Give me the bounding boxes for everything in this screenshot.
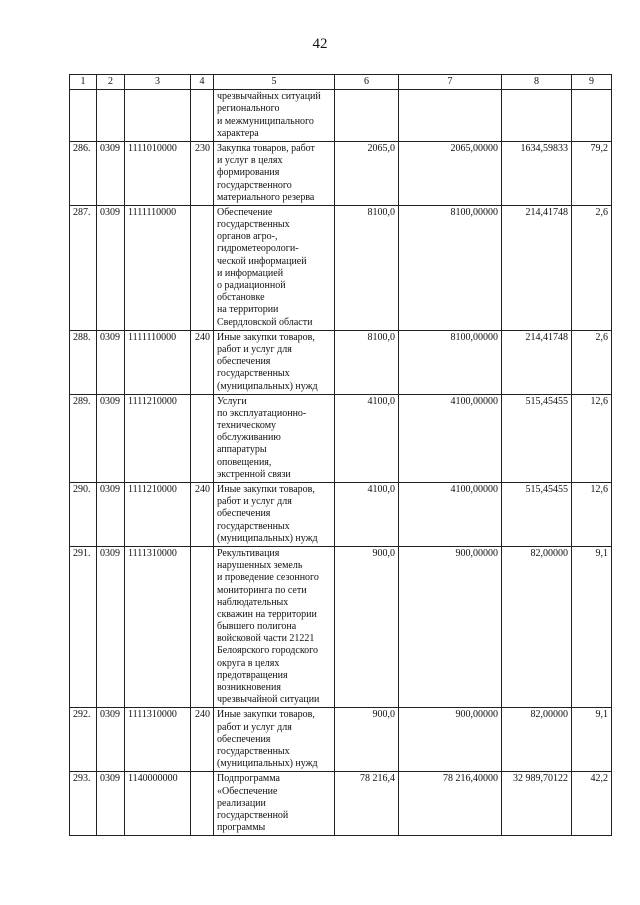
column-header-4: 4 xyxy=(191,75,214,90)
planned-amount: 8100,00000 xyxy=(399,330,502,394)
item-name-line: оповещения, xyxy=(217,456,272,468)
approved-amount xyxy=(335,90,399,142)
planned-amount: 8100,00000 xyxy=(399,205,502,330)
page-number: 42 xyxy=(312,36,328,52)
item-name-line: нарушенных земель xyxy=(217,560,303,572)
executed-amount: 515,45455 xyxy=(502,394,572,482)
item-name-line: работ и услуг для xyxy=(217,721,292,733)
item-name-line: обстановке xyxy=(217,292,265,304)
target-code: 1111110000 xyxy=(125,330,191,394)
executed-amount: 214,41748 xyxy=(502,330,572,394)
column-header-3: 3 xyxy=(125,75,191,90)
item-name-line: Закупка товаров, работ xyxy=(217,142,315,154)
section-code xyxy=(97,90,125,142)
table-row xyxy=(70,205,612,330)
expense-type: 240 xyxy=(191,330,214,394)
section-code: 0309 xyxy=(97,546,125,707)
item-name-line: и межмуниципального xyxy=(217,115,314,127)
executed-amount: 515,45455 xyxy=(502,483,572,547)
column-header-1: 1 xyxy=(70,75,97,90)
planned-amount xyxy=(399,90,502,142)
planned-amount: 4100,00000 xyxy=(399,394,502,482)
item-name-line: государственных xyxy=(217,368,290,380)
row-number: 288. xyxy=(70,330,97,394)
item-name-line: Обеспечение xyxy=(217,206,273,218)
row-number: 293. xyxy=(70,772,97,836)
item-name xyxy=(214,483,335,547)
expense-type: 230 xyxy=(191,141,214,205)
item-name-line: Свердловской области xyxy=(217,316,313,328)
row-number xyxy=(70,90,97,142)
item-name xyxy=(214,141,335,205)
expense-type xyxy=(191,772,214,836)
item-name-line: и информацией xyxy=(217,267,284,279)
item-name-line: государственного xyxy=(217,179,292,191)
executed-amount: 1634,59833 xyxy=(502,141,572,205)
item-name-line: обеспечения xyxy=(217,508,271,520)
approved-amount: 8100,0 xyxy=(335,330,399,394)
item-name-line: реализации xyxy=(217,797,266,809)
approved-amount: 8100,0 xyxy=(335,205,399,330)
approved-amount: 900,0 xyxy=(335,708,399,772)
budget-table xyxy=(69,74,612,836)
item-name-line: «Обеспечение xyxy=(217,785,278,797)
target-code: 1111110000 xyxy=(125,205,191,330)
executed-amount: 32 989,70122 xyxy=(502,772,572,836)
table-row xyxy=(70,330,612,394)
item-name-line: чрезвычайной ситуации xyxy=(217,694,320,706)
item-name-line: гидрометеорологи- xyxy=(217,243,299,255)
item-name-line: бывшего полигона xyxy=(217,621,297,633)
column-header-5: 5 xyxy=(214,75,335,90)
item-name-line: органов агро-, xyxy=(217,231,278,243)
item-name-line: и проведение сезонного xyxy=(217,572,319,584)
item-name-line: государственной xyxy=(217,809,289,821)
item-name-line: материального резерва xyxy=(217,191,315,203)
expense-type: 240 xyxy=(191,483,214,547)
planned-amount: 2065,00000 xyxy=(399,141,502,205)
row-number: 290. xyxy=(70,483,97,547)
execution-percent: 2,6 xyxy=(572,330,612,394)
item-name-line: предотвращения xyxy=(217,669,288,681)
row-number: 289. xyxy=(70,394,97,482)
executed-amount: 82,00000 xyxy=(502,546,572,707)
item-name-line: обслуживанию xyxy=(217,432,281,444)
approved-amount: 4100,0 xyxy=(335,483,399,547)
item-name-line: и услуг в целях xyxy=(217,155,283,167)
item-name xyxy=(214,394,335,482)
item-name-line: наблюдательных xyxy=(217,596,289,608)
row-number: 292. xyxy=(70,708,97,772)
executed-amount: 214,41748 xyxy=(502,205,572,330)
section-code: 0309 xyxy=(97,205,125,330)
table-row xyxy=(70,90,612,142)
table-row xyxy=(70,708,612,772)
table-header-row xyxy=(70,75,612,90)
item-name-line: о радиационной xyxy=(217,280,286,291)
section-code: 0309 xyxy=(97,394,125,482)
target-code xyxy=(125,90,191,142)
item-name-line: войсковой части 21221 xyxy=(217,633,315,645)
item-name xyxy=(214,90,335,142)
section-code: 0309 xyxy=(97,330,125,394)
table-row xyxy=(70,772,612,836)
column-header-6: 6 xyxy=(335,75,399,90)
column-header-8: 8 xyxy=(502,75,572,90)
execution-percent: 9,1 xyxy=(572,708,612,772)
approved-amount: 4100,0 xyxy=(335,394,399,482)
row-number: 286. xyxy=(70,141,97,205)
target-code: 1111210000 xyxy=(125,394,191,482)
executed-amount xyxy=(502,90,572,142)
execution-percent: 12,6 xyxy=(572,394,612,482)
item-name-line: характера xyxy=(217,127,259,139)
item-name xyxy=(214,772,335,836)
item-name-line: (муниципальных) нужд xyxy=(217,532,318,544)
execution-percent: 79,2 xyxy=(572,141,612,205)
table-row xyxy=(70,546,612,707)
item-name-line: работ и услуг для xyxy=(217,343,292,355)
expense-type xyxy=(191,90,214,142)
item-name-line: Иные закупки товаров, xyxy=(217,709,315,721)
item-name-line: Иные закупки товаров, xyxy=(217,331,315,343)
item-name xyxy=(214,205,335,330)
approved-amount: 900,0 xyxy=(335,546,399,707)
item-name-line: скважин на территории xyxy=(217,608,317,620)
item-name-line: обеспечения xyxy=(217,733,271,745)
row-number: 287. xyxy=(70,205,97,330)
target-code: 1111010000 xyxy=(125,141,191,205)
execution-percent: 42,2 xyxy=(572,772,612,836)
row-number: 291. xyxy=(70,546,97,707)
target-code: 1111210000 xyxy=(125,483,191,547)
item-name-line: ческой информацией xyxy=(217,255,307,267)
item-name-line: (муниципальных) нужд xyxy=(217,380,318,392)
planned-amount: 78 216,40000 xyxy=(399,772,502,836)
item-name-line: обеспечения xyxy=(217,356,271,368)
expense-type xyxy=(191,394,214,482)
execution-percent xyxy=(572,90,612,142)
planned-amount: 4100,00000 xyxy=(399,483,502,547)
execution-percent: 9,1 xyxy=(572,546,612,707)
expense-type: 240 xyxy=(191,708,214,772)
item-name xyxy=(214,330,335,394)
execution-percent: 12,6 xyxy=(572,483,612,547)
table-row xyxy=(70,141,612,205)
item-name-line: техническому xyxy=(217,420,277,432)
item-name-line: чрезвычайных ситуаций xyxy=(217,91,321,103)
item-name-line: экстренной связи xyxy=(217,468,291,480)
table-row xyxy=(70,394,612,482)
item-name-line: Подпрограмма xyxy=(217,773,280,785)
item-name-line: Услуги xyxy=(217,395,247,407)
planned-amount: 900,00000 xyxy=(399,546,502,707)
target-code: 1140000000 xyxy=(125,772,191,836)
item-name-line: работ и услуг для xyxy=(217,496,292,508)
column-header-7: 7 xyxy=(399,75,502,90)
item-name-line: формирования xyxy=(217,167,280,179)
item-name xyxy=(214,708,335,772)
execution-percent: 2,6 xyxy=(572,205,612,330)
item-name-line: возникновения xyxy=(217,682,281,693)
item-name-line: округа в целях xyxy=(217,657,280,669)
item-name-line: аппаратуры xyxy=(217,444,267,456)
approved-amount: 2065,0 xyxy=(335,141,399,205)
table-body xyxy=(70,90,612,836)
item-name-line: Белоярского городского xyxy=(217,645,319,657)
column-header-2: 2 xyxy=(97,75,125,90)
item-name-line: программы xyxy=(217,822,266,834)
approved-amount: 78 216,4 xyxy=(335,772,399,836)
item-name-line: по эксплуатационно- xyxy=(217,407,307,419)
planned-amount: 900,00000 xyxy=(399,708,502,772)
target-code: 1111310000 xyxy=(125,546,191,707)
item-name-line: на территории xyxy=(217,304,279,316)
target-code: 1111310000 xyxy=(125,708,191,772)
section-code: 0309 xyxy=(97,141,125,205)
item-name-line: регионального xyxy=(217,103,280,115)
expense-type xyxy=(191,205,214,330)
item-name-line: государственных xyxy=(217,520,290,532)
column-header-9: 9 xyxy=(572,75,612,90)
item-name-line: мониторинга по сети xyxy=(217,584,307,596)
section-code: 0309 xyxy=(97,483,125,547)
item-name-line: Иные закупки товаров, xyxy=(217,484,315,495)
expense-type xyxy=(191,546,214,707)
executed-amount: 82,00000 xyxy=(502,708,572,772)
section-code: 0309 xyxy=(97,708,125,772)
item-name-line: государственных xyxy=(217,219,290,231)
table-row xyxy=(70,483,612,547)
item-name-line: (муниципальных) нужд xyxy=(217,758,318,770)
section-code: 0309 xyxy=(97,772,125,836)
item-name xyxy=(214,546,335,707)
item-name-line: государственных xyxy=(217,745,290,757)
item-name-line: Рекультивация xyxy=(217,547,280,559)
